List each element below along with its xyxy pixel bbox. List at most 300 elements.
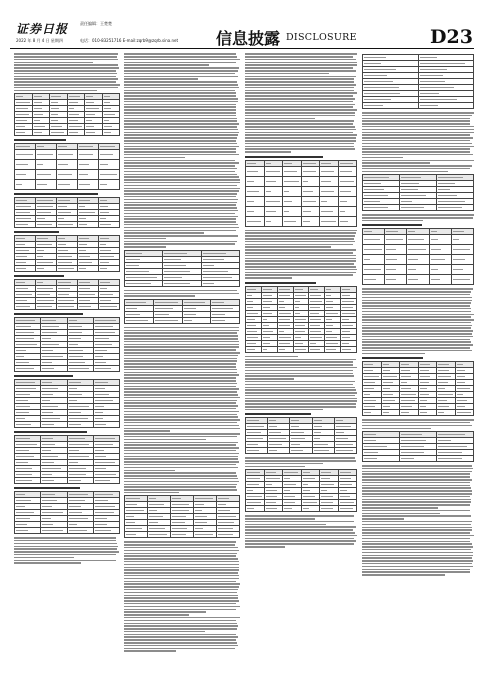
text-line [245, 87, 354, 89]
text-line [245, 235, 355, 237]
text-line [245, 409, 323, 411]
table-row [363, 255, 474, 265]
text-line [362, 134, 470, 136]
text-line [14, 537, 116, 539]
text-line [124, 218, 236, 220]
text-line [14, 557, 74, 559]
table-cell [381, 410, 400, 416]
text-line [124, 478, 238, 480]
text-line [362, 524, 471, 526]
table-row [15, 422, 120, 428]
table-cell [320, 186, 339, 196]
text-line [362, 532, 470, 534]
text-line [124, 544, 235, 546]
text-line [362, 473, 470, 475]
text-line [124, 597, 238, 599]
table-cell [268, 448, 290, 454]
subheading-line [14, 313, 83, 315]
table-cell [338, 216, 357, 226]
table-cell [246, 448, 268, 454]
text-line [245, 540, 356, 542]
table-cell [283, 206, 302, 216]
text-line [124, 154, 239, 156]
table-cell [57, 150, 78, 160]
text-line [362, 341, 471, 343]
table-cell [385, 255, 407, 265]
subheading-line [245, 282, 316, 284]
text-line [362, 214, 474, 216]
text-line [14, 87, 118, 89]
text-line [245, 532, 355, 534]
table-cell [429, 235, 451, 245]
text-line [124, 190, 239, 192]
table-cell [78, 150, 99, 160]
text-line [124, 620, 236, 622]
text-line [362, 485, 470, 487]
text-line [245, 367, 357, 369]
subheading-line [245, 156, 323, 158]
table-cell [338, 206, 357, 216]
data-table [362, 361, 474, 416]
text-line [245, 53, 357, 55]
subheading-line [14, 375, 73, 377]
text-line [124, 456, 238, 458]
text-line [245, 403, 356, 405]
text-line [245, 123, 353, 125]
text-line [362, 541, 470, 543]
text-line [245, 106, 353, 108]
table-cell [312, 448, 334, 454]
text-line [14, 64, 118, 66]
data-table [14, 279, 120, 310]
text-line [362, 322, 471, 324]
table-row [15, 222, 120, 228]
table-row [363, 205, 474, 211]
text-line [245, 389, 356, 391]
table-cell [320, 206, 339, 216]
text-line [362, 137, 473, 139]
table-cell [93, 528, 119, 534]
text-line [124, 188, 240, 190]
table-row [125, 280, 240, 286]
text-line [124, 567, 239, 569]
text-line [362, 157, 403, 159]
text-line [124, 380, 236, 382]
text-line [362, 425, 472, 427]
text-line [124, 67, 239, 69]
text-line [124, 327, 239, 329]
table-cell [85, 130, 103, 136]
text-line [124, 634, 236, 636]
table-cell [99, 170, 120, 180]
table-cell [283, 196, 302, 206]
text-line [362, 507, 438, 509]
table-cell [363, 205, 400, 211]
text-line [362, 165, 472, 167]
text-line [362, 496, 470, 498]
text-line [124, 207, 237, 209]
table-cell [320, 196, 339, 206]
text-line [124, 126, 237, 128]
table-cell [400, 410, 419, 416]
text-line [124, 70, 238, 72]
table-cell [78, 160, 99, 170]
text-line [362, 419, 474, 421]
table-row [15, 160, 120, 170]
text-line [124, 341, 239, 343]
text-line [245, 81, 354, 83]
text-line [124, 137, 237, 139]
text-line [124, 129, 238, 131]
table-cell [182, 317, 211, 323]
text-line [362, 476, 470, 478]
text-line [124, 397, 240, 399]
table-cell [338, 196, 357, 206]
table-cell [57, 170, 78, 180]
text-line [124, 645, 238, 647]
text-line [245, 232, 356, 234]
text-line [124, 227, 239, 229]
text-line [124, 648, 235, 650]
table-cell [363, 245, 385, 255]
text-line [124, 179, 240, 181]
text-line [124, 492, 179, 494]
text-line [124, 374, 239, 376]
table-cell [57, 222, 78, 228]
text-line [245, 406, 356, 408]
text-line [362, 353, 425, 355]
table-row [125, 532, 240, 538]
table-cell [36, 266, 57, 272]
data-table [14, 317, 120, 372]
table-cell [341, 346, 357, 352]
data-table [245, 160, 357, 227]
table-cell [246, 506, 265, 512]
table-cell [78, 170, 99, 180]
table-cell [264, 206, 283, 216]
text-line [362, 333, 472, 335]
text-line [124, 53, 236, 55]
table-cell [78, 222, 99, 228]
text-line [124, 422, 237, 424]
text-line [124, 592, 237, 594]
table-cell [277, 346, 293, 352]
text-line [124, 112, 236, 114]
data-table [14, 197, 120, 228]
text-line [124, 62, 236, 64]
text-line [124, 241, 237, 243]
text-line [124, 98, 238, 100]
text-line [245, 457, 355, 459]
text-line [124, 174, 237, 176]
text-line [124, 609, 236, 611]
text-line [362, 465, 472, 467]
table-cell [102, 130, 120, 136]
table-cell [301, 186, 320, 196]
data-table [14, 379, 120, 428]
text-line [245, 137, 356, 139]
table-row [15, 180, 120, 190]
text-line [124, 246, 166, 248]
text-line [362, 129, 474, 131]
data-table [362, 54, 474, 109]
text-line [124, 335, 238, 337]
text-line [14, 546, 118, 548]
text-line [124, 355, 238, 357]
text-line [245, 269, 357, 271]
text-line [245, 400, 357, 402]
table-cell [246, 176, 265, 186]
table-cell [363, 103, 419, 109]
text-line [124, 472, 236, 474]
subheading-line [362, 357, 423, 359]
text-line [124, 578, 239, 580]
text-line [245, 92, 357, 94]
table-cell [320, 166, 339, 176]
text-line [124, 216, 238, 218]
text-line [245, 118, 315, 120]
text-line [124, 185, 237, 187]
text-line [124, 589, 238, 591]
table-cell [15, 130, 33, 136]
text-line [124, 428, 240, 430]
table-cell [15, 150, 36, 160]
text-line [245, 67, 353, 69]
text-line [245, 73, 329, 75]
table-cell [264, 216, 283, 226]
text-line [362, 563, 472, 565]
text-line [362, 160, 474, 162]
text-line [124, 64, 209, 66]
table-cell [301, 216, 320, 226]
text-line [124, 213, 235, 215]
table-cell [32, 130, 50, 136]
text-line [245, 524, 326, 526]
data-table [245, 286, 357, 353]
table-cell [67, 422, 93, 428]
text-line [124, 486, 236, 488]
table-row [363, 456, 474, 462]
text-line [245, 521, 354, 523]
table-cell [429, 255, 451, 265]
text-line [362, 339, 470, 341]
text-line [124, 489, 237, 491]
text-line [124, 561, 239, 563]
column-4 [362, 52, 474, 692]
text-line [124, 134, 238, 136]
table-cell [99, 180, 120, 190]
table-cell [15, 160, 36, 170]
table-cell [99, 266, 120, 272]
text-line [362, 316, 471, 318]
text-line [245, 70, 356, 72]
table-cell [36, 160, 57, 170]
text-line [124, 349, 236, 351]
text-line [245, 151, 291, 153]
table-cell [451, 245, 473, 255]
text-line [14, 62, 93, 64]
table-cell [41, 478, 67, 484]
text-line [362, 499, 471, 501]
table-row [246, 506, 357, 512]
table-cell [264, 196, 283, 206]
text-line [124, 603, 236, 605]
data-table [14, 143, 120, 190]
text-line [124, 572, 238, 574]
text-line [245, 143, 354, 145]
text-line [124, 59, 240, 61]
data-table [362, 431, 474, 462]
table-row [15, 528, 120, 534]
text-line [245, 378, 294, 380]
text-line [245, 246, 331, 248]
table-row [363, 103, 474, 109]
text-line [362, 319, 474, 321]
text-line [124, 453, 239, 455]
table-cell [338, 186, 357, 196]
text-line [362, 487, 471, 489]
text-line [362, 529, 472, 531]
page-number: D23 [430, 26, 473, 48]
text-line [362, 344, 473, 346]
text-line [124, 330, 239, 332]
column-2 [124, 52, 240, 692]
text-line [14, 59, 118, 61]
text-line [124, 165, 235, 167]
text-line [245, 140, 356, 142]
text-line [245, 266, 356, 268]
table-cell [93, 478, 119, 484]
table-row [15, 304, 120, 310]
text-line [14, 56, 117, 58]
text-line [124, 372, 237, 374]
text-line [124, 90, 235, 92]
table-row [246, 448, 357, 454]
text-line [124, 400, 237, 402]
text-line [124, 377, 236, 379]
text-line [124, 160, 235, 162]
text-line [14, 554, 116, 556]
text-line [124, 146, 239, 148]
text-line [124, 386, 236, 388]
text-line [245, 546, 285, 548]
text-line [124, 109, 236, 111]
table-cell [320, 216, 339, 226]
text-line [124, 230, 236, 232]
data-table [124, 495, 240, 538]
text-line [124, 450, 236, 452]
text-line [124, 461, 239, 463]
text-line [124, 555, 236, 557]
table-cell [290, 448, 312, 454]
table-cell [407, 255, 429, 265]
text-line [362, 479, 472, 481]
text-line [362, 171, 448, 173]
text-line [124, 625, 238, 627]
table-cell [15, 222, 36, 228]
text-line [362, 574, 445, 576]
text-line [124, 151, 236, 153]
text-line [245, 64, 357, 66]
text-line [124, 547, 238, 549]
text-line [245, 395, 355, 397]
table-cell [246, 186, 265, 196]
text-line [124, 467, 238, 469]
text-line [14, 78, 118, 80]
table-cell [418, 103, 474, 109]
table-cell [15, 266, 36, 272]
text-line [124, 617, 240, 619]
table-row [15, 366, 120, 372]
table-cell [437, 410, 456, 416]
text-line [245, 255, 356, 257]
table-row [15, 170, 120, 180]
text-line [124, 118, 237, 120]
text-line [362, 468, 473, 470]
table-cell [246, 206, 265, 216]
table-cell [15, 528, 41, 534]
table-row [246, 176, 357, 186]
data-table [124, 299, 240, 324]
table-cell [301, 506, 320, 512]
text-line [124, 439, 206, 441]
table-cell [418, 410, 437, 416]
text-line [245, 359, 356, 361]
text-line [124, 95, 236, 97]
text-line [245, 387, 355, 389]
text-line [245, 398, 357, 400]
text-line [362, 535, 474, 537]
text-line [245, 538, 354, 540]
text-line [124, 344, 239, 346]
text-line [245, 373, 353, 375]
text-line [124, 162, 239, 164]
text-line [124, 628, 237, 630]
text-line [245, 463, 323, 465]
table-cell [246, 196, 265, 206]
text-line [124, 193, 237, 195]
text-line [124, 444, 236, 446]
text-line [362, 140, 470, 142]
text-line [245, 515, 354, 517]
table-cell [264, 506, 283, 512]
table-cell [283, 166, 302, 176]
table-cell [451, 275, 473, 285]
table-cell [363, 456, 400, 462]
text-line [362, 549, 471, 551]
table-row [246, 196, 357, 206]
table-cell [385, 275, 407, 285]
subheading-line [14, 193, 98, 195]
text-line [124, 182, 240, 184]
text-line [362, 220, 423, 222]
table-cell [385, 265, 407, 275]
table-row [15, 150, 120, 160]
table-cell [385, 245, 407, 255]
table-cell [211, 317, 240, 323]
text-line [362, 327, 471, 329]
table-row [246, 216, 357, 226]
text-line [124, 221, 236, 223]
table-cell [320, 506, 339, 512]
text-line [245, 543, 354, 545]
text-line [124, 416, 238, 418]
text-line [124, 414, 237, 416]
table-cell [99, 222, 120, 228]
text-line [124, 196, 236, 198]
data-table [245, 417, 357, 454]
text-line [362, 347, 470, 349]
